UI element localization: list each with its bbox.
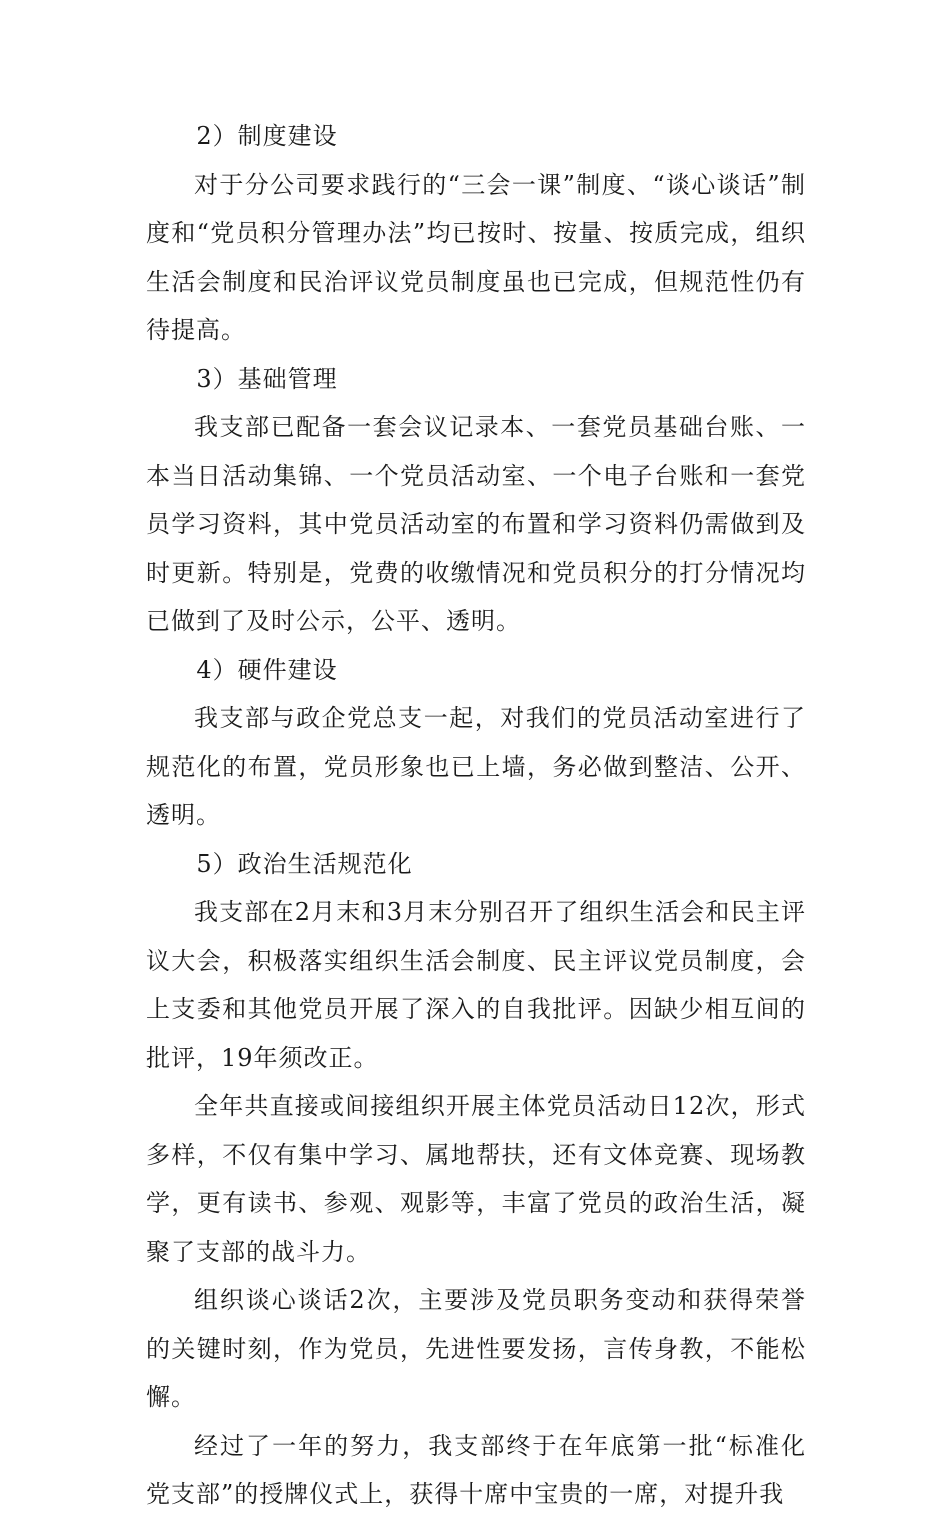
section-heading-hardware-building: 4）硬件建设	[196, 655, 338, 684]
paragraph-basic-management: 我支部已配备一套会议记录本、一套党员基础台账、一本当日活动集锦、一个党员活动室、一个电子台账和一套党员学习资料，其中党员活动室的布置和学习资料仍需做到及时更新。特别是，党费的收缴情况和党员积分的打分情况均已做到了及时公示，公平、透明。	[146, 413, 806, 635]
section-heading-political-life: 5）政治生活规范化	[196, 849, 413, 878]
paragraph-system-building: 对于分公司要求践行的“三会一课”制度、“谈心谈话”制度和“党员积分管理办法”均已按时、按量、按质完成，组织生活会制度和民治评议党员制度虽也已完成，但规范性仍有待提高。	[146, 170, 806, 344]
paragraph-heart-to-heart-talks: 组织谈心谈话2次，主要涉及党员职务变动和获得荣誉的关键时刻，作为党员，先进性要发扬，言传身教，不能松懈。	[146, 1286, 806, 1411]
paragraph-hardware-building: 我支部与政企党总支一起，对我们的党员活动室进行了规范化的布置，党员形象也已上墙，务必做到整洁、公开、透明。	[146, 704, 806, 829]
paragraph-political-life-activities: 全年共直接或间接组织开展主体党员活动日12次，形式多样，不仅有集中学习、属地帮扶，还有文体竞赛、现场教学，更有读书、参观、观影等，丰富了党员的政治生活，凝聚了支部的战斗力。	[146, 1092, 806, 1266]
paragraph-standardization-award: 经过了一年的努力，我支部终于在年底第一批“标准化党支部”的授牌仪式上，获得十席中宝贵的一席，对提升我	[146, 1431, 806, 1508]
paragraph-political-life-meetings: 我支部在2月末和3月末分别召开了组织生活会和民主评议大会，积极落实组织生活会制度、民主评议党员制度，会上支委和其他党员开展了深入的自我批评。因缺少相互间的批评，19年须改正。	[146, 898, 806, 1072]
section-heading-basic-management: 3）基础管理	[196, 364, 338, 393]
document-body	[146, 112, 806, 1519]
section-heading-system-building: 2）制度建设	[196, 122, 338, 150]
